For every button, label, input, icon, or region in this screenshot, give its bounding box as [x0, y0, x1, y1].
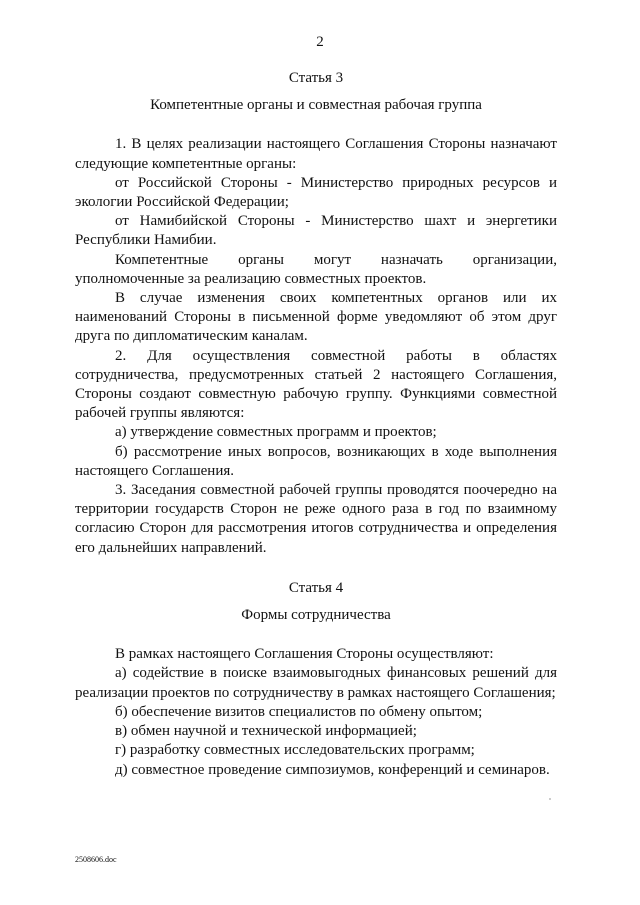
article-4-paragraph: д) совместное проведение симпозиумов, конференций и семинаров. — [115, 761, 550, 778]
footer-file-code: 2508606.doc — [75, 855, 117, 864]
article-3-paragraph: Компетентные органы могут назначать организации, уполномоченные за реализацию совместных проектов. — [75, 251, 557, 287]
article-4-paragraph: в) обмен научной и технической информацией; — [115, 723, 417, 740]
article-4 — [75, 579, 557, 780]
page-number: 2 — [316, 34, 324, 50]
article-3 — [75, 69, 557, 558]
article-3-paragraph: В случае изменения своих компетентных органов или их наименований Стороны в письменной форме уведомляют об этом друг друга по дипломатическим каналам. — [75, 290, 557, 345]
article-4-paragraph: В рамках настоящего Соглашения Стороны осуществляют: — [115, 646, 494, 663]
article-3-paragraph: 1. В целях реализации настоящего Соглашения Стороны назначают следующие компетентные органы: — [75, 136, 557, 172]
article-3-paragraph: 2. Для осуществления совместной работы в областях сотрудничества, предусмотренных статьей 2 настоящего Соглашения, Стороны создают совместную рабочую группу. Функциями совместной рабочей группы являются: — [75, 347, 557, 422]
article-4-heading: Статья 4 — [288, 579, 344, 596]
article-4-paragraph: а) содействие в поиске взаимовыгодных финансовых решений для реализации проектов по сотрудничеству в рамках настоящего Соглашения; — [75, 665, 557, 701]
article-3-title: Компетентные органы и совместная рабочая группа — [150, 97, 482, 114]
article-3-paragraph: а) утверждение совместных программ и проектов; — [115, 424, 437, 441]
article-4-paragraph: г) разработку совместных исследовательских программ; — [115, 742, 475, 759]
scan-speck — [549, 798, 551, 800]
article-4-paragraph: б) обеспечение визитов специалистов по обмену опытом; — [115, 703, 483, 720]
article-3-paragraph: от Намибийской Стороны - Министерство шахт и энергетики Республики Намибии. — [75, 213, 557, 249]
article-3-paragraph: б) рассмотрение иных вопросов, возникающих в ходе выполнения настоящего Соглашения. — [75, 443, 557, 479]
article-4-title: Формы сотрудничества — [241, 607, 391, 624]
article-3-paragraph: 3. Заседания совместной рабочей группы проводятся поочередно на территории государств Сторон не реже одного раза в год по взаимному согласию Сторон для рассмотрения итогов сотрудничества и определения его дальнейших направлений. — [75, 482, 557, 556]
document-body — [75, 69, 557, 780]
article-3-heading: Статья 3 — [288, 70, 344, 86]
article-3-paragraph: от Российской Стороны - Министерство природных ресурсов и экологии Российской Федерации; — [75, 174, 557, 211]
